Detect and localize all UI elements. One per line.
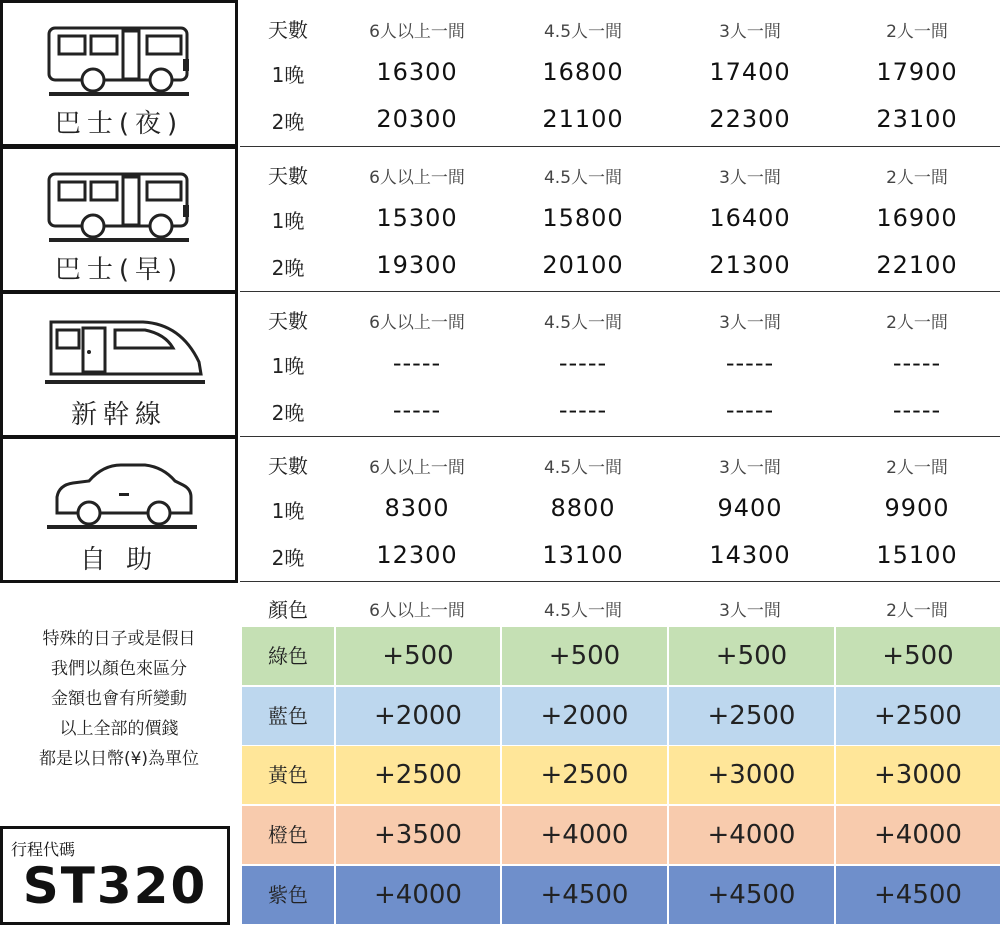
surcharge-cell: +2000 [500,687,667,745]
column-header: 2人一間 [886,313,948,333]
transport-label: 新幹線 [70,400,167,430]
trip-code-box [0,826,230,925]
surcharge-cell: +4500 [667,866,834,924]
column-header: 4.5人一間 [543,22,623,42]
color-label: 黃色 [268,763,308,787]
price-cell: 9400 [717,494,783,522]
color-label: 橙色 [268,823,308,847]
column-header: 2人一間 [886,458,948,478]
note-line: 都是以日幣(¥)為單位 [38,749,200,769]
price-cell: ----- [725,349,775,377]
price-cell: 20100 [542,251,624,279]
column-header: 6人以上一間 [369,458,465,478]
price-cell: 19300 [376,251,458,279]
surcharge-header-label: 顏色 [268,598,308,622]
color-label: 綠色 [268,644,308,668]
price-cell: ----- [392,396,442,424]
price-cell: 16300 [376,58,458,86]
price-cell: 15800 [542,204,624,232]
price-cell: 8800 [550,494,616,522]
surcharge-cell: +4000 [334,866,500,924]
note-line: 金額也會有所變動 [51,689,187,709]
surcharge-row [242,746,1000,804]
price-cell: 14300 [709,541,791,569]
price-cell: 12300 [376,541,458,569]
column-header: 6人以上一間 [369,168,465,188]
column-header: 3人一間 [719,313,781,333]
shinkansen-icon-box [0,291,238,438]
surcharge-cell: +2500 [667,687,834,745]
column-header: 4.5人一間 [543,601,623,621]
column-header: 3人一間 [719,22,781,42]
trip-code-value: ST320 [22,857,208,915]
color-label: 藍色 [268,704,308,728]
surcharge-cell: +500 [500,627,667,685]
surcharge-cell: +3000 [834,746,1000,804]
bus-morning-icon-box [0,146,238,293]
divider [240,291,1000,292]
price-cell: 9900 [884,494,950,522]
trip-code-caption: 行程代碼 [11,840,76,859]
note-line: 特殊的日子或是假日 [42,629,196,649]
column-header: 6人以上一間 [369,313,465,333]
price-cell: 21100 [542,105,624,133]
price-cell: ----- [558,349,608,377]
price-cell: ----- [392,349,442,377]
price-cell: 17900 [876,58,958,86]
car-icon-box [0,436,238,583]
price-cell: ----- [725,396,775,424]
column-header: 6人以上一間 [369,601,465,621]
column-header: 2人一間 [886,601,948,621]
surcharge-cell: +4500 [500,866,667,924]
note-line: 我們以顏色來區分 [51,659,187,679]
nights-label: 1晚 [271,209,305,233]
nights-label: 2晚 [271,256,305,280]
price-cell: ----- [892,349,942,377]
surcharge-cell: +4000 [667,806,834,864]
transport-label: 巴士(夜) [54,109,184,139]
column-header: 4.5人一間 [543,168,623,188]
days-header-label: 天數 [268,454,308,478]
price-cell: 15300 [376,204,458,232]
column-header: 3人一間 [719,458,781,478]
column-header: 6人以上一間 [369,22,465,42]
note-line: 以上全部的價錢 [59,719,179,739]
divider [240,581,1000,582]
surcharge-cell: +2500 [334,746,500,804]
price-cell: 17400 [709,58,791,86]
transport-label: 巴士(早) [54,255,184,285]
price-cell: ----- [558,396,608,424]
price-cell: 16400 [709,204,791,232]
nights-label: 1晚 [271,63,305,87]
column-header: 2人一間 [886,168,948,188]
column-header: 4.5人一間 [543,313,623,333]
column-header: 3人一間 [719,601,781,621]
surcharge-cell: +4000 [500,806,667,864]
divider [240,146,1000,147]
price-cell: 13100 [542,541,624,569]
bus-night-icon-box [0,0,238,147]
surcharge-cell: +500 [667,627,834,685]
price-cell: 8300 [384,494,450,522]
price-cell: 21300 [709,251,791,279]
surcharge-cell: +3000 [667,746,834,804]
days-header-label: 天數 [268,18,308,42]
transport-label: 自 助 [79,545,159,575]
nights-label: 2晚 [271,401,305,425]
surcharge-row [242,687,1000,745]
surcharge-cell: +2500 [834,687,1000,745]
surcharge-cell: +4500 [834,866,1000,924]
surcharge-cell: +2500 [500,746,667,804]
price-cell: 16900 [876,204,958,232]
column-header: 2人一間 [886,22,948,42]
price-cell: 20300 [376,105,458,133]
column-header: 3人一間 [719,168,781,188]
color-label: 紫色 [268,883,308,907]
column-header: 4.5人一間 [543,458,623,478]
price-cell: ----- [892,396,942,424]
surcharge-row [242,627,1000,685]
surcharge-cell: +500 [834,627,1000,685]
surcharge-cell: +4000 [834,806,1000,864]
nights-label: 2晚 [271,110,305,134]
surcharge-row [242,866,1000,924]
surcharge-cell: +3500 [334,806,500,864]
price-cell: 23100 [876,105,958,133]
price-cell: 16800 [542,58,624,86]
nights-label: 1晚 [271,499,305,523]
price-cell: 15100 [876,541,958,569]
price-cell: 22100 [876,251,958,279]
surcharge-cell: +500 [334,627,500,685]
nights-label: 2晚 [271,546,305,570]
days-header-label: 天數 [268,309,308,333]
nights-label: 1晚 [271,354,305,378]
divider [240,436,1000,437]
price-cell: 22300 [709,105,791,133]
surcharge-row [242,806,1000,864]
surcharge-cell: +2000 [334,687,500,745]
days-header-label: 天數 [268,164,308,188]
